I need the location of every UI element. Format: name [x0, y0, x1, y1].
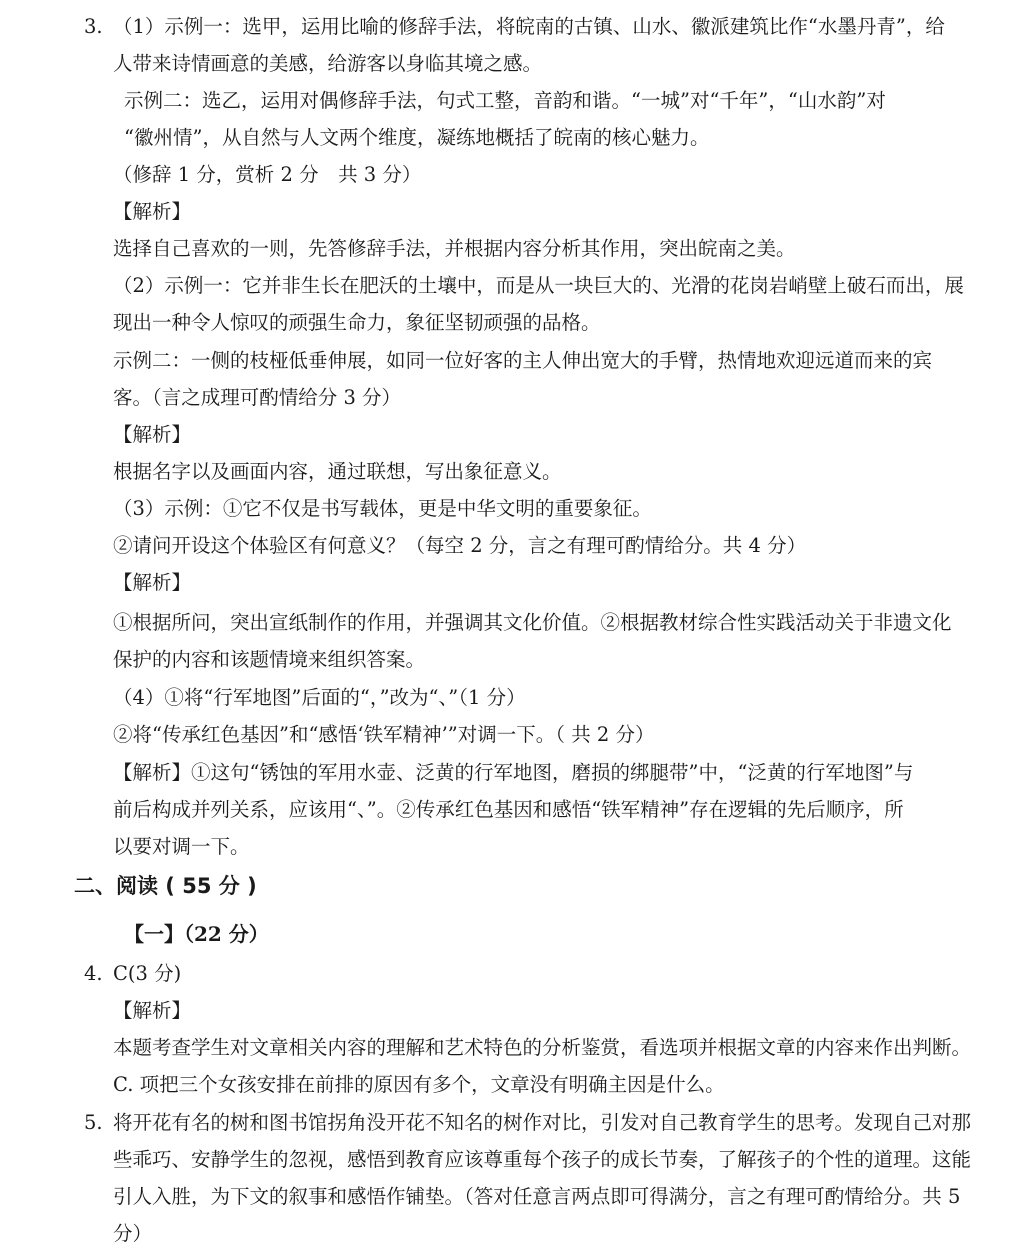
q3-part2-line-3: 示例二：一侧的枝桠低垂伸展，如同一位好客的主人伸出宽大的手臂，热情地欢迎远道而来的宾 [113, 349, 933, 372]
q3-line-1 [0, 15, 1033, 39]
q3-part4-analysis-3: 以要对调一下。 [113, 835, 250, 858]
q4-analysis-1: 本题考查学生对文章相关内容的理解和艺术特色的分析鉴赏，看选项并根据文章的内容来作出判断。 [113, 1036, 972, 1059]
q5-line-3: 引人入胜，为下文的叙事和感悟作铺垫。（答对任意言两点即可得满分，言之有理可酌情给分。共 5 [113, 1185, 961, 1208]
analysis-label: 【解析】 [113, 423, 192, 446]
q3-part3-analysis-2: 保护的内容和该题情境来组织答案。 [113, 648, 426, 671]
q3-number: 3. [84, 15, 103, 38]
q3-part1-text: 人带来诗情画意的美感，给游客以身临其境之感。 [113, 52, 543, 75]
analysis-label: 【解析】 [113, 999, 192, 1022]
analysis-label: 【解析】 [113, 571, 192, 594]
q4-analysis-2: C. 项把三个女孩安排在前排的原因有多个，文章没有明确主因是什么。 [113, 1073, 725, 1096]
q3-part4-line-2: ②将“传承红色基因”和“感悟‘铁军精神’”对调一下。（ 共 2 分） [113, 723, 655, 746]
q3-part4-analysis-1: 【解析】①这句“锈蚀的军用水壶、泛黄的行军地图，磨损的绑腿带”中，“泛黄的行军地图”与 [113, 761, 914, 784]
q3-part2-analysis: 根据名字以及画面内容，通过联想，写出象征意义。 [113, 460, 562, 483]
q3-part1-text: （1）示例一：选甲，运用比喻的修辞手法，将皖南的古镇、山水、徽派建筑比作“水墨丹青”，给 [113, 15, 945, 38]
q3-part3-analysis-1: ①根据所问，突出宣纸制作的作用，并强调其文化价值。②根据教材综合性实践活动关于非遗文化 [113, 611, 952, 634]
q5-line-1: 5. 将开花有名的树和图书馆拐角没开花不知名的树作对比，引发对自己教育学生的思考。发现自己对那 [84, 1111, 972, 1134]
q5-line-2: 些乖巧、安静学生的忽视，感悟到教育应该尊重每个孩子的成长节奏，了解孩子的个性的道理。这能 [113, 1148, 972, 1171]
q3-part3-line-1: （3）示例：①它不仅是书写载体，更是中华文明的重要象征。 [113, 497, 652, 520]
q3-line-3 [0, 89, 1033, 113]
q3-part1-score: （修辞 1 分，赏析 2 分 共 3 分） [113, 163, 422, 186]
q3-part4-line-1: （4）①将“行军地图”后面的“，”改为“、”（1 分） [113, 686, 526, 709]
q3-part1-text: “徽州情”，从自然与人文两个维度，凝练地概括了皖南的核心魅力。 [124, 126, 710, 149]
q3-part2-line-1: （2）示例一：它并非生长在肥沃的土壤中，而是从一块巨大的、光滑的花岗岩峭壁上破石而出，展 [113, 274, 964, 297]
q3-part1-analysis: 选择自己喜欢的一则，先答修辞手法，并根据内容分析其作用，突出皖南之美。 [113, 237, 796, 260]
section-title: 二、阅读 ( 55 分 ) [74, 874, 257, 898]
q3-part4-analysis-2: 前后构成并列关系，应该用“、”。②传承红色基因和感悟“铁军精神”存在逻辑的先后顺序，所 [113, 798, 904, 821]
q3-part2-line-2: 现出一种令人惊叹的顽强生命力，象征坚韧顽强的品格。 [113, 311, 601, 334]
q5-line-4: 分） [113, 1222, 153, 1245]
q4-number: 4. [84, 962, 103, 985]
q3-line-4 [0, 126, 1033, 150]
q5-number: 5. [84, 1111, 103, 1134]
q3-line-2 [0, 52, 1033, 76]
q4-answer: 4. C(3 分) [84, 962, 182, 985]
q3-part2-line-4: 客。（言之成理可酌情给分 3 分） [113, 386, 402, 409]
part-title: 【一】（22 分） [124, 922, 269, 946]
q3-part1-text: 示例二：选乙，运用对偶修辞手法，句式工整，音韵和谐。“一城”对“千年”，“山水韵”对 [124, 89, 886, 112]
analysis-label: 【解析】 [113, 200, 192, 223]
q3-part3-line-2: ②请问开设这个体验区有何意义？（每空 2 分，言之有理可酌情给分。共 4 分） [113, 534, 807, 557]
